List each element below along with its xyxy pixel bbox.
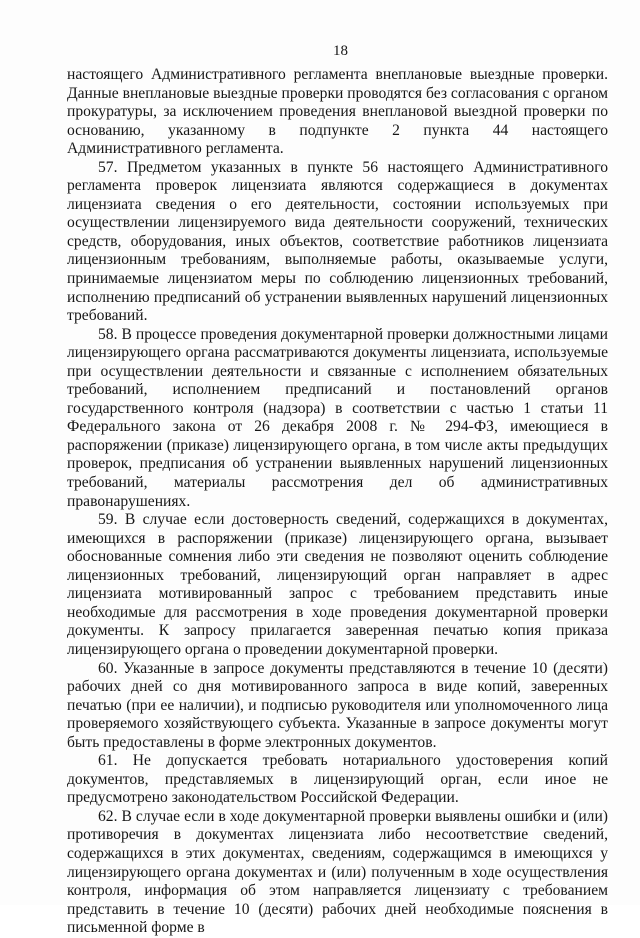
page-number: 18 <box>333 43 348 59</box>
paragraph-58: 58. В процессе проведения документарной проверки должностными лицами лицензирующего органа рассматриваются документы лицензиата, используемые при осуществлении деятельности и связанные с исполнением обязательных требований, исполнением предписаний и постановлений органов государственного контроля (надзора) в соответствии с частью 1 статьи 11 Федерального закона от 26 декабря 2008 г. № 294-ФЗ, имеющиеся в распоряжении (приказе) лицензирующего органа, в том числе акты предыдущих проверок, предписания об устранении выявленных нарушений лицензионных требований, материалы рассмотрения дел об административных правонарушениях. <box>67 325 608 510</box>
paragraph-61: 61. Не допускается требовать нотариального удостоверения копий документов, представляемых в лицензирующий орган, если иное не предусмотрено законодательством Российской Федерации. <box>67 752 608 807</box>
paragraph-59: 59. В случае если достоверность сведений, содержащихся в документах, имеющихся в распоряжении (приказе) лицензирующего органа, вызывает обоснованные сомнения либо эти сведения не позволяют оценить соблюдение лицензионных требований, лицензирующий орган направляет в адрес лицензиата мотивированный запрос с требованием представить иные необходимые для рассмотрения в ходе проведения документарной проверки документы. К запросу прилагается заверенная печатью копия приказа лицензирующего органа о проведении документарной проверки. <box>67 511 608 658</box>
document-body <box>67 66 608 938</box>
paragraph-62: 62. В случае если в ходе документарной проверки выявлены ошибки и (или) противоречия в документах лицензиата либо несоответствие сведений, содержащихся в этих документах, сведениям, содержащимся в имеющихся у лицензирующего органа документах и (или) полученным в ходе осуществления контроля, информация об этом направляется лицензиату с требованием представить в течение 10 (десяти) рабочих дней необходимые пояснения в письменной форме в <box>67 807 608 937</box>
paragraph-continuation: настоящего Административного регламента внеплановые выездные проверки. Данные внеплановые выездные проверки проводятся без согласования с органом прокуратуры, за исключением проведения внеплановой выездной проверки по основанию, указанному в подпункте 2 пункта 44 настоящего Административного регламента. <box>67 66 608 158</box>
paragraph-60: 60. Указанные в запросе документы представляются в течение 10 (десяти) рабочих дней со дня мотивированного запроса в виде копий, заверенных печатью (при ее наличии), и подписью руководителя или уполномоченного лица проверяемого хозяйствующего субъекта. Указанные в запросе документы могут быть предоставлены в форме электронных документов. <box>67 659 608 751</box>
paragraph-57: 57. Предметом указанных в пункте 56 настоящего Административного регламента проверок лицензиата являются содержащиеся в документах лицензиата сведения о его деятельности, состоянии используемых при осуществлении лицензируемого вида деятельности сооружений, технических средств, оборудования, иных объектов, соответствие работников лицензиата лицензионным требованиям, выполняемые работы, оказываемые услуги, принимаемые лицензиатом меры по соблюдению лицензионных требований, исполнению предписаний об устранении выявленных нарушений лицензионных требований. <box>67 158 608 325</box>
